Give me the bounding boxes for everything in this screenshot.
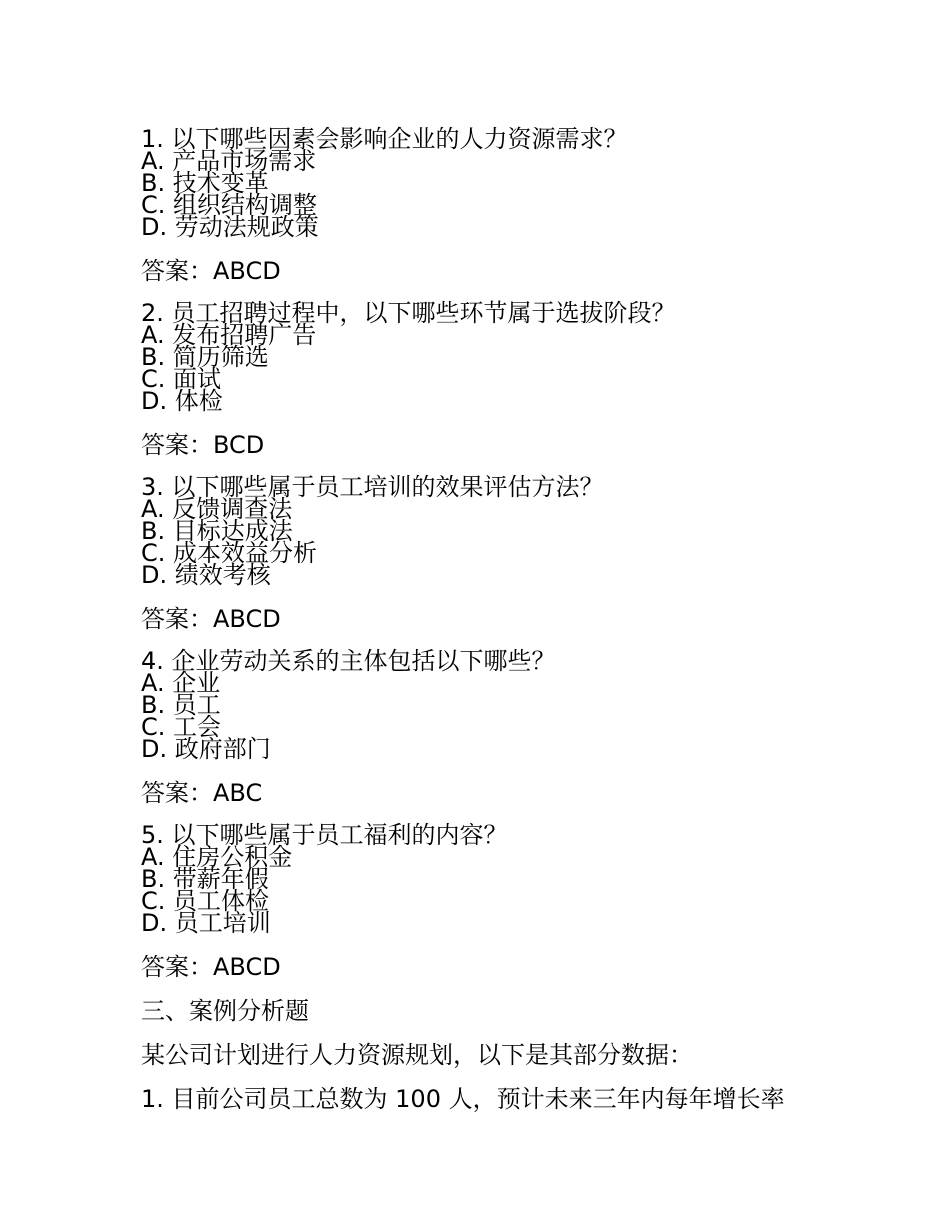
option-c: C. 工会 [141, 713, 222, 741]
question-stem: 1. 以下哪些因素会影响企业的人力资源需求？ [141, 125, 628, 153]
question-stem: 2. 员工招聘过程中，以下哪些环节属于选拔阶段？ [141, 299, 676, 327]
option-d: D. 绩效考核 [141, 561, 271, 589]
document-page [141, 125, 841, 1130]
option-a: A. 发布招聘广告 [141, 321, 317, 349]
option-d: D. 体检 [141, 387, 223, 415]
question-3 [141, 473, 841, 633]
option-b: B. 员工 [141, 691, 221, 719]
question-stem: 5. 以下哪些属于员工福利的内容？ [141, 821, 508, 849]
question-4 [141, 647, 841, 807]
option-b: B. 技术变革 [141, 169, 269, 197]
option-d: D. 政府部门 [141, 735, 271, 763]
case-item-1: 1. 目前公司员工总数为 100 人，预计未来三年内每年增长率 [141, 1085, 785, 1113]
question-stem: 4. 企业劳动关系的主体包括以下哪些？ [141, 647, 556, 675]
option-a: A. 反馈调查法 [141, 495, 293, 523]
option-a: A. 产品市场需求 [141, 147, 317, 175]
answer-line: 答案：ABCD [141, 953, 281, 981]
option-c: C. 员工体检 [141, 887, 270, 915]
case-intro: 某公司计划进行人力资源规划，以下是其部分数据： [141, 1041, 693, 1069]
option-b: B. 简历筛选 [141, 343, 269, 371]
answer-line: 答案：ABCD [141, 605, 281, 633]
question-stem: 3. 以下哪些属于员工培训的效果评估方法？ [141, 473, 604, 501]
answer-line: 答案：BCD [141, 431, 265, 459]
option-c: C. 组织结构调整 [141, 191, 318, 219]
option-c: C. 面试 [141, 365, 222, 393]
option-a: A. 住房公积金 [141, 843, 293, 871]
answer-line: 答案：ABCD [141, 257, 281, 285]
question-2 [141, 299, 841, 459]
question-1 [141, 125, 841, 285]
option-d: D. 员工培训 [141, 909, 271, 937]
option-b: B. 目标达成法 [141, 517, 293, 545]
option-b: B. 带薪年假 [141, 865, 269, 893]
section-title: 三、案例分析题 [141, 997, 309, 1025]
answer-line: 答案：ABC [141, 779, 263, 807]
option-a: A. 企业 [141, 669, 221, 697]
option-d: D. 劳动法规政策 [141, 213, 319, 241]
question-5 [141, 821, 841, 981]
option-c: C. 成本效益分析 [141, 539, 318, 567]
